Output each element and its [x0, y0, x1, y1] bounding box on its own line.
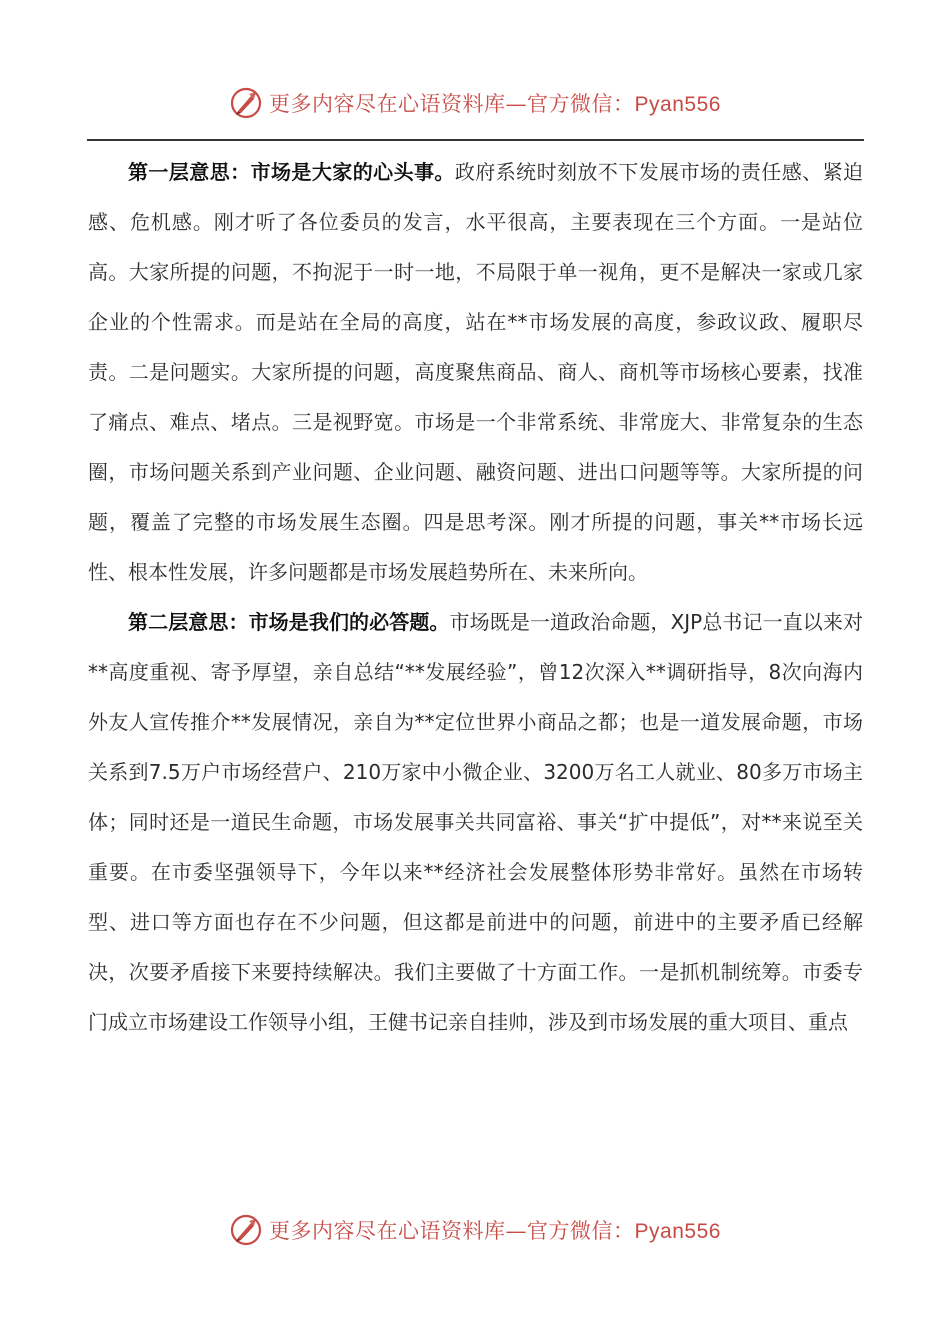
- pen-logo-icon: [229, 86, 263, 120]
- paragraph-1-lead: 第一层意思：市场是大家的心头事。: [128, 160, 455, 184]
- pen-logo-icon: [229, 1213, 263, 1247]
- wechat-handle: Pyan556: [634, 93, 721, 116]
- header-banner: [0, 83, 950, 123]
- paragraph-1-text: 政府系统时刻放不下发展市场的责任感、紧迫感、危机感。刚才听了各位委员的发言，水平很高，主要表现在三个方面。一是站位高。大家所提的问题，不拘泥于一时一地，不局限于单一视角，更不是解决一家或几家企业的个性需求。而是站在全局的高度，站在**市场发展的高度，参政议政、履职尽责。二是问题实。大家所提的问题，高度聚焦商品、商人、商机等市场核心要素，找准了痛点、难点、堵点。三是视野宽。市场是一个非常系统、非常庞大、非常复杂的生态圈，市场问题关系到产业问题、企业问题、融资问题、进出口问题等等。大家所提的问题，覆盖了完整的市场发展生态圈。四是思考深。刚才所提的问题，事关**市场长远性、根本性发展，许多问题都是市场发展趋势所在、未来所向。: [88, 160, 864, 584]
- document-body: [88, 147, 863, 1047]
- banner-label: 更多内容尽在心语资料库—官方微信：: [269, 92, 635, 116]
- header-divider: [87, 139, 864, 141]
- paragraph-1: [88, 147, 863, 597]
- footer-banner: [0, 1210, 950, 1250]
- banner-text: [269, 88, 721, 118]
- paragraph-2-text: 市场既是一道政治命题，XJP总书记一直以来对**高度重视、寄予厚望，亲自总结“**发展经验”，曾12次深入**调研指导，8次向海内外友人宣传推介**发展情况，亲自为**定位世界小商品之都；也是一道发展命题，市场关系到7.5万户市场经营户、210万家中小微企业、3200万名工人就业、80多万市场主体；同时还是一道民生命题，市场发展事关共同富裕、事关“扩中提低”，对**来说至关重要。在市委坚强领导下，今年以来**经济社会发展整体形势非常好。虽然在市场转型、进口等方面也存在不少问题，但这都是前进中的问题，前进中的主要矛盾已经解决，次要矛盾接下来要持续解决。我们主要做了十方面工作。一是抓机制统筹。市委专门成立市场建设工作领导小组，王健书记亲自挂帅，涉及到市场发展的重大项目、重点: [88, 610, 863, 1034]
- banner-label: 更多内容尽在心语资料库—官方微信：: [269, 1219, 635, 1243]
- paragraph-2-lead: 第二层意思：市场是我们的必答题。: [128, 610, 450, 634]
- banner-text: [269, 1215, 721, 1245]
- paragraph-2: [88, 597, 863, 1047]
- wechat-handle: Pyan556: [634, 1220, 721, 1243]
